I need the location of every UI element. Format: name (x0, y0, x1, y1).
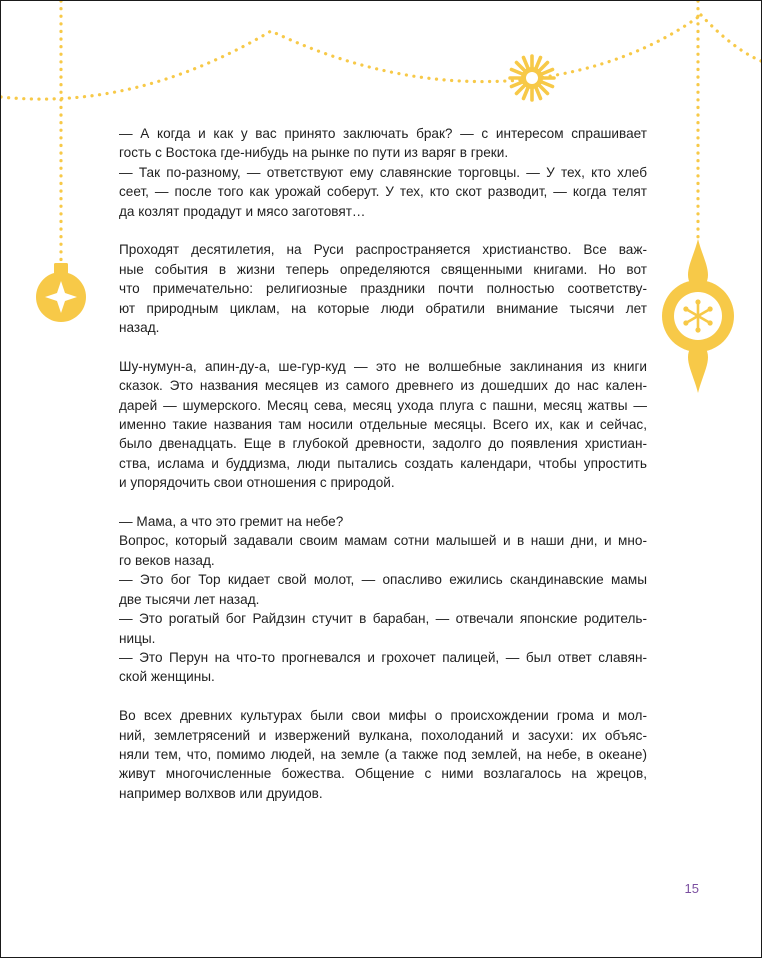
text-line: ницы. (119, 630, 156, 646)
text-line: ства, ислама и буддизма, люди пытались создать календари, чтобы упростить (119, 455, 647, 471)
text-line: например волхвов или друидов. (119, 785, 323, 801)
text-line: — А когда и как у вас принято заключать брак? — с интересом спрашивает (119, 126, 647, 141)
dialogue-marriage-paragraph (119, 124, 647, 221)
text-line: было двенадцать. Еще в глубокой древности, задолго до появления христиан- (119, 436, 647, 452)
christianity-paragraph (119, 240, 647, 337)
text-line: именно такие названия там носили отдельные месяцы. Всего их, как и сейчас, (119, 417, 647, 433)
christmas-ornament-icon (662, 239, 734, 393)
text-line: Проходят десятилетия, на Руси распространяется христианство. Все важ- (119, 242, 647, 258)
text-line: Вопрос, который задавали своим мамам сотни малышей и в наши дни, и мно- (119, 533, 647, 549)
text-line: назад. (119, 320, 160, 336)
sun-icon (510, 56, 554, 100)
text-line: няли тем, что, помимо людей, на земле (а также под землей, на небе, в океане) (119, 746, 647, 762)
text-line: что примечательно: религиозные праздники почти полностью соответству- (119, 281, 647, 297)
text-line: — Это бог Тор кидает свой молот, — опасливо ежились скандинавские мамы (119, 572, 647, 588)
text-line: дарей — шумерского. Месяц сева, месяц ухода плуга с пашни, месяц жатвы — (119, 397, 647, 413)
text-line: и упорядочить свои отношения с природой. (119, 475, 395, 491)
myths-paragraph (119, 706, 647, 803)
text-line: две тысячи лет назад. (119, 591, 260, 607)
text-line: ской женщины. (119, 669, 215, 685)
text-line: да козлят продадут и мясо заготовят… (119, 203, 366, 219)
text-line: ют природным циклам, на которые люди обратили внимание тысячи лет (119, 300, 647, 316)
text-line: Шу-нумун-а, апин-ду-а, ше-гур-куд — это не волшебные заклинания из книги (119, 358, 647, 374)
text-line: сказок. Это названия месяцев из самого древнего из дошедших до нас кален- (119, 378, 647, 394)
text-line: ные события в жизни теперь определяются священными книгами. Но вот (119, 261, 647, 277)
body-text (119, 124, 647, 803)
text-line: — Мама, а что это гремит на небе? (119, 514, 344, 530)
text-line: ний, землетрясений и извержений вулкана, похолоданий и засухи: их объяс- (119, 727, 647, 743)
text-line: — Это Перун на что-то прогневался и грохочет палицей, — был ответ славян- (119, 649, 647, 665)
page-number: 15 (684, 881, 699, 896)
hanging-ornament-icon (36, 263, 86, 322)
text-line: сеет, — после того как урожай соберут. У тех, кто скот разводит, — когда телят (119, 184, 647, 200)
text-line: — Это рогатый бог Райдзин стучит в барабан, — отвечали японские родитель- (119, 611, 647, 627)
text-line: Во всех древних культурах были свои мифы о происхождении грома и мол- (119, 708, 647, 724)
thunder-dialogue-paragraph (119, 512, 647, 687)
text-line: живут многочисленные божества. Общение с ними возлагалось на жрецов, (119, 766, 647, 782)
text-line: гость с Востока где-нибудь на рынке по пути из варяг в греки. (119, 145, 509, 161)
sumerian-calendar-paragraph (119, 357, 647, 493)
text-line: го веков назад. (119, 552, 215, 568)
text-line: — Так по-разному, — ответствуют ему славянские торговцы. — У тех, кто хлеб (119, 164, 647, 180)
